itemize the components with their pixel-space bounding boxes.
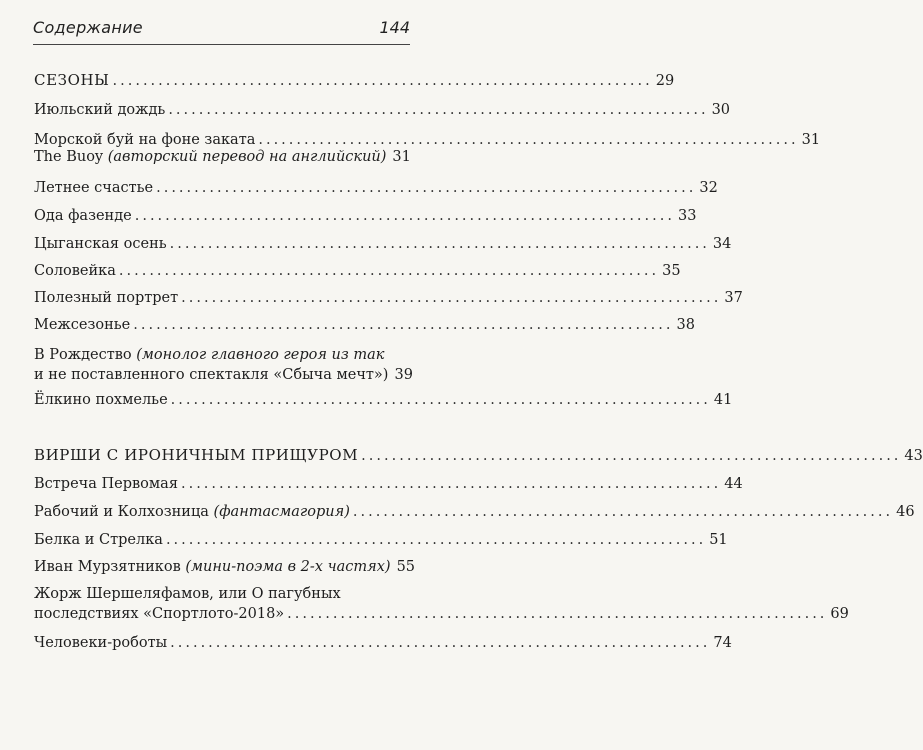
toc-entry xyxy=(34,315,695,335)
leader-dots: ....................................................................... xyxy=(133,317,674,333)
toc-entry xyxy=(34,288,743,308)
toc-entry-note-cont: и не поставленного спектакля «Сбыча мечт») xyxy=(34,367,389,383)
leader-dots: ....................................................................... xyxy=(170,635,711,651)
leader-dots: ....................................................................... xyxy=(181,290,722,306)
running-title: Содержание xyxy=(33,18,143,37)
toc-entry-title: Жорж Шершеляфамов, или О пагубных xyxy=(34,586,341,602)
toc-entry xyxy=(34,584,849,624)
leader-dots: ....................................................................... xyxy=(169,236,710,252)
toc-page-number: 44 xyxy=(724,476,743,492)
toc-entry-note: (авторский перевод на английский) xyxy=(107,149,387,165)
toc-entry-main: В Рождество xyxy=(34,347,137,363)
leader-dots: ....................................................................... xyxy=(134,208,675,224)
leader-dots: ....................................................................... xyxy=(361,448,902,464)
toc-entry-title: Ода фазенде xyxy=(34,208,132,224)
toc-entry xyxy=(34,345,413,385)
toc-page-number: 55 xyxy=(396,559,416,575)
toc-page-number: 29 xyxy=(655,73,675,89)
toc-page-number: 46 xyxy=(896,504,915,520)
toc-page-number: 33 xyxy=(677,208,697,224)
toc-entry-title: ВИРШИ С ИРОНИЧНЫМ ПРИЩУРОМ xyxy=(34,446,359,464)
leader-dots: ....................................................................... xyxy=(112,73,653,89)
toc-entry-note: (фантасмагория) xyxy=(213,504,350,520)
toc-entry-title: Человеки-роботы xyxy=(34,635,168,651)
toc-entry-main: Рабочий и Колхозница xyxy=(34,504,214,520)
leader-dots: ....................................................................... xyxy=(258,132,799,148)
toc-entry-title: Цыганская осень xyxy=(34,236,167,252)
leader-dots: ....................................................................... xyxy=(165,532,707,548)
leader-dots: ....................................................................... xyxy=(287,606,828,622)
toc-entry-title: Полезный портрет xyxy=(34,290,179,306)
toc-entry xyxy=(34,474,743,494)
toc-entry xyxy=(34,530,728,550)
toc-entry xyxy=(34,633,732,653)
toc-entry xyxy=(34,502,915,522)
toc-section-heading xyxy=(34,70,675,91)
toc-page-number: 51 xyxy=(709,532,728,548)
toc-page-number: 35 xyxy=(662,263,681,279)
toc-page-number: 43 xyxy=(904,448,923,464)
toc-entry-title: Летнее счастье xyxy=(34,180,154,196)
toc-entry xyxy=(34,234,732,254)
toc-entry xyxy=(34,178,718,198)
toc-page-number: 34 xyxy=(712,236,732,252)
toc-entry-title: Июльский дождь xyxy=(34,102,166,118)
toc-entry-title: Морской буй на фоне заката xyxy=(34,132,256,148)
toc-page-number: 39 xyxy=(394,367,413,383)
toc-entry xyxy=(34,147,411,167)
toc-section-heading xyxy=(34,445,923,466)
toc-entry-title: Соловейка xyxy=(34,263,116,279)
toc-page-number: 31 xyxy=(392,149,411,165)
toc-entry xyxy=(34,390,733,410)
leader-dots: ....................................................................... xyxy=(352,504,894,520)
toc-page-number: 30 xyxy=(711,102,731,118)
toc-entry xyxy=(34,100,731,120)
toc-entry-title xyxy=(34,345,384,365)
toc-entry-title: Встреча Первомая xyxy=(34,476,178,492)
toc-entry-title: Ёлкино похмелье xyxy=(34,392,168,408)
page-number: 144 xyxy=(379,18,410,37)
toc-entry xyxy=(34,206,697,226)
toc-entry-title: СЕЗОНЫ xyxy=(34,71,110,89)
leader-dots: ....................................................................... xyxy=(170,392,711,408)
toc-entry-main: The Buoy xyxy=(34,149,108,165)
toc-page-number: 31 xyxy=(801,132,821,148)
leader-dots: ....................................................................... xyxy=(168,102,709,118)
toc-entry-title-cont: последствиях «Спортлото-2018» xyxy=(34,606,285,622)
toc-entry-main: Иван Мурзятников xyxy=(34,559,186,575)
toc-entry xyxy=(34,261,681,281)
toc-entry-title: Белка и Стрелка xyxy=(34,532,163,548)
toc-entry-title xyxy=(34,502,350,522)
toc-entry-note: (мини-поэма в 2-х частях) xyxy=(185,559,391,575)
toc-entry-title xyxy=(34,557,391,577)
toc-entry xyxy=(34,557,416,577)
toc-page-number: 32 xyxy=(699,180,718,196)
toc-page-number: 38 xyxy=(676,317,695,333)
toc-entry-title: Межсезонье xyxy=(34,317,131,333)
page-header xyxy=(33,16,410,45)
toc-page-number: 74 xyxy=(713,635,732,651)
toc-page-number: 69 xyxy=(830,606,849,622)
toc-page-number: 41 xyxy=(713,392,733,408)
toc-entry-note: (монолог главного героя из так xyxy=(136,347,385,363)
toc-entry-title xyxy=(34,147,386,167)
toc-page-number: 37 xyxy=(724,290,743,306)
leader-dots: ....................................................................... xyxy=(118,263,660,279)
leader-dots: ....................................................................... xyxy=(156,180,697,196)
leader-dots: ....................................................................... xyxy=(180,476,722,492)
